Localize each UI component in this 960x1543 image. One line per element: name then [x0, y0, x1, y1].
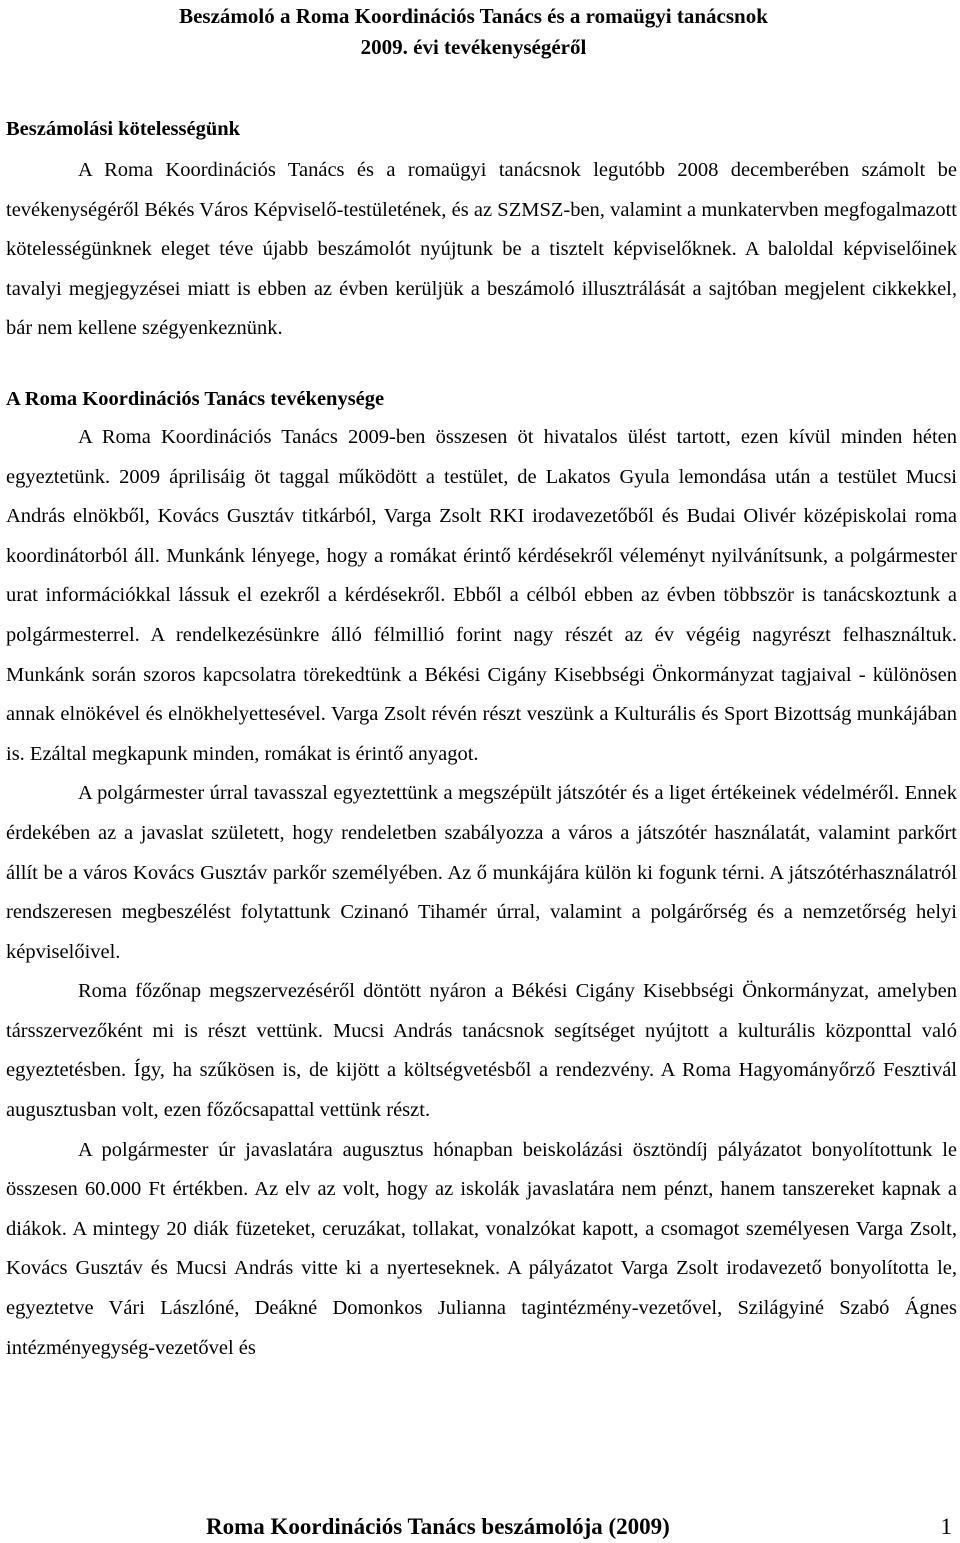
- paragraph-scholarship: A polgármester úr javaslatára augusztus hónapban beiskolázási ösztöndíj pályázatot bonyolítottunk le összesen 60.000 Ft értékben. Az elv az volt, hogy az iskolák javaslatára nem pénzt, hanem tanszereket kapnak a diákok. A mintegy 20 diák füzeteket, ceruzákat, tollakat, vonalzókat kapott, a csomagot személyesen Varga Zsolt, Kovács Gusztáv és Mucsi András vitte ki a nyerteseknek. A pályázatot Varga Zsolt irodavezető bonyolította le, egyeztetve Vári Lászlóné, Deákné Domonkos Julianna tagintézmény-vezetővel, Szilágyiné Szabó Ágnes intézményegység-vezetővel és: [6, 1138, 957, 1359]
- paragraph-playground: A polgármester úrral tavasszal egyeztettünk a megszépült játszótér és a liget értékeinek védelméről. Ennek érdekében az a javaslat született, hogy rendeletben szabályozza a város a játszótér használatát, valamint parkőrt állít be a város Kovács Gusztáv parkőr személyében. Az ő munkájára külön ki fogunk térni. A játszótérhasználatról rendszeresen megbeszélést folytattunk Czinanó Tihamér úrral, valamint a polgárőrség és a nemzetőrség helyi képviselőivel.: [6, 782, 957, 963]
- paragraph-cooking-day: Roma főzőnap megszervezéséről döntött nyáron a Békési Cigány Kisebbségi Önkormányzat, amelyben társszervezőként mi is részt vettünk. Mucsi András tanácsnok segítséget nyújtott a kulturális központtal való egyeztetésben. Így, ha szűkösen is, de kijött a költségvetésből a rendezvény. A Roma Hagyományőrző Fesztivál augusztusban volt, ezen főzőcsapattal vettünk részt.: [6, 980, 957, 1122]
- document-title: [0, 0, 949, 63]
- footer-title: Roma Koordinációs Tanács beszámolója (2009): [206, 1514, 670, 1539]
- paragraph-council-sessions: A Roma Koordinációs Tanács 2009-ben összesen öt hivatalos ülést tartott, ezen kívül minden héten egyeztetünk. 2009 áprilisáig öt taggal működött a testület, de Lakatos Gyula lemondása után a testület Mucsi András elnökből, Kovács Gusztáv titkárból, Varga Zsolt RKI irodavezetőből és Budai Olivér középiskolai roma koordinátorból áll. Munkánk lényege, hogy a romákat érintő kérdésekről véleményt nyilvánítsunk, a polgármester urat információkkal lássuk el ezekről a kérdésekről. Ebből a célból ebben az évben többször is tanácskoztunk a polgármesterrel. A rendelkezésünkre álló félmillió forint nagy részét az év végéig nagyrészt felhasználtuk. Munkánk során szoros kapcsolatra törekedtünk a Békési Cigány Kisebbségi Önkormányzat tagjaival - különösen annak elnökével és elnökhelyettesével. Varga Zsolt révén részt veszünk a Kulturális és Sport Bizottság munkájában is. Ezáltal megkapunk minden, romákat is érintő anyagot.: [6, 425, 957, 765]
- section-heading-obligation: Beszámolási kötelességünk: [6, 118, 241, 140]
- section-heading-council-activity: A Roma Koordinációs Tanács tevékenysége: [6, 387, 385, 410]
- page-footer: [0, 1511, 960, 1543]
- document-page: [6, 0, 957, 1368]
- page-number: 1: [940, 1514, 952, 1539]
- document-title-line-1: Beszámoló a Roma Koordinációs Tanács és a romaügyi tanácsnok: [179, 4, 768, 28]
- document-title-line-2: 2009. évi tevékenységéről: [360, 35, 587, 59]
- paragraph-obligation: A Roma Koordinációs Tanács és a romaügyi tanácsnok legutóbb 2008 decemberében számolt be tevékenységéről Békés Város Képviselő-testületének, és az SZMSZ-ben, valamint a munkatervben megfogalmazott kötelességünknek eleget téve újabb beszámolót nyújtunk be a tisztelt képviselőknek. A baloldal képviselőinek tavalyi megjegyzései miatt is ebben az évben kerüljük a beszámoló illusztrálását a sajtóban megjelent cikkekkel, bár nem kellene szégyenkeznünk.: [6, 159, 957, 340]
